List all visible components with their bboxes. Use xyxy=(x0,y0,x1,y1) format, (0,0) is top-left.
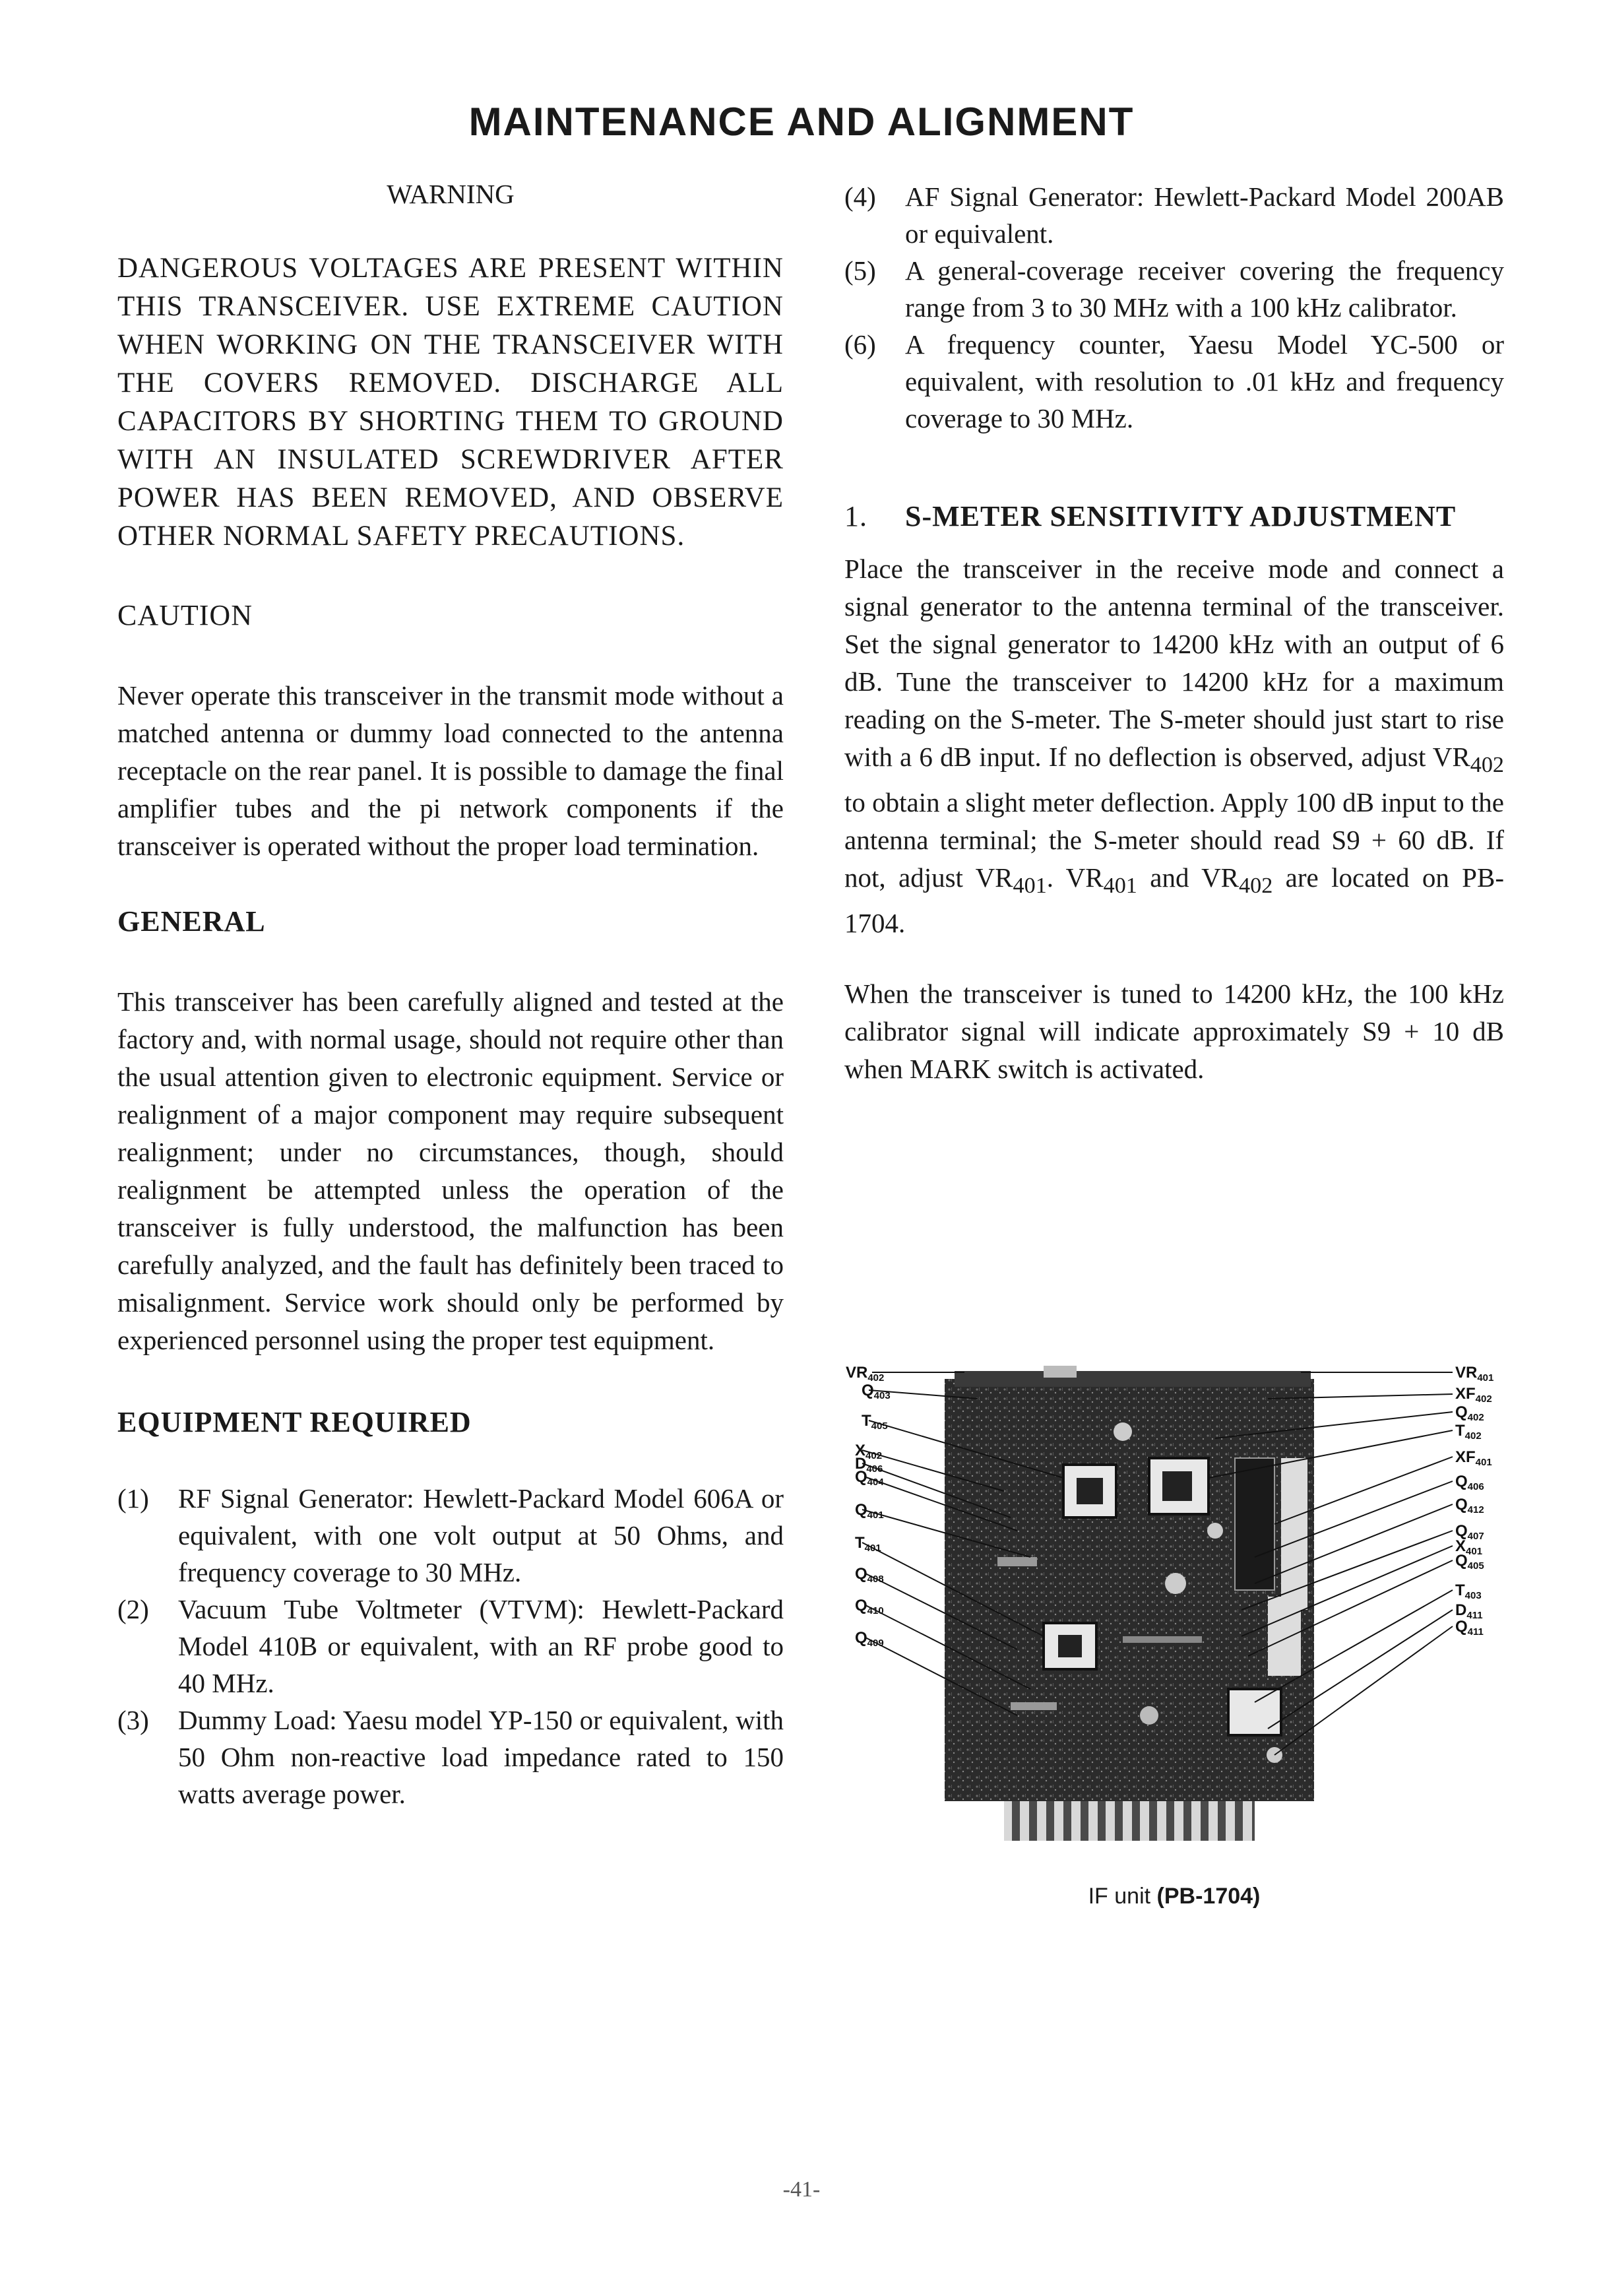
label-t401: $T_{401}$ xyxy=(855,1534,881,1554)
vr401-ref: VR xyxy=(1065,862,1104,893)
label-t403: $T_{403}$ xyxy=(1455,1581,1482,1601)
edge-connector xyxy=(1004,1801,1255,1841)
left-column xyxy=(117,178,784,1812)
item-number: (4) xyxy=(844,181,876,212)
label-q409: $Q_{409}$ xyxy=(855,1629,884,1649)
label-x402: $X_{402}$ xyxy=(855,1442,883,1461)
label-q408: $Q_{408}$ xyxy=(855,1565,884,1585)
smeter-paragraph-1 xyxy=(844,550,1504,942)
smeter-title: S-METER SENSITIVITY ADJUSTMENT xyxy=(905,500,1457,532)
equipment-item xyxy=(844,178,1504,252)
vr402-sub: 402 xyxy=(1239,874,1273,899)
label-d406: $D_{406}$ xyxy=(855,1455,883,1475)
vr402-ref: VR xyxy=(1201,862,1240,893)
pcb-photo-illustration xyxy=(846,1359,1505,1880)
label-q411: $Q_{411}$ xyxy=(1455,1618,1484,1638)
if-unit-photo xyxy=(846,1359,1505,1880)
item-number: (5) xyxy=(844,255,876,286)
page-number: -41- xyxy=(782,2177,821,2202)
label-q412: $Q_{412}$ xyxy=(1455,1496,1484,1515)
vr402-sub: 402 xyxy=(1470,753,1504,778)
label-d411: $D_{411}$ xyxy=(1455,1601,1483,1621)
item-number: (2) xyxy=(117,1594,149,1624)
item-text: A general-coverage receiver covering the frequency range from 3 to 30 MHz with a 100 kHz calibrator. xyxy=(905,255,1504,323)
smeter-paragraph-2: When the transceiver is tuned to 14200 kHz, the 100 kHz calibrator signal will indicate approximately S9 + 10 dB when MARK switch is activated. xyxy=(844,978,1504,1085)
equipment-item xyxy=(117,1591,784,1702)
equipment-item xyxy=(117,1480,784,1591)
label-t405: $T_{405}$ xyxy=(862,1412,888,1432)
equipment-heading: EQUIPMENT REQUIRED xyxy=(117,1406,472,1438)
label-xf402: $XF_{402}$ xyxy=(1455,1385,1492,1405)
item-text: Dummy Load: Yaesu model YP-150 or equivalent, with 50 Ohm non-reactive load impedance rated to 150 watts average power. xyxy=(178,1705,784,1809)
vr401-sub: 401 xyxy=(1013,874,1047,899)
label-q403: $Q_{403}$ xyxy=(862,1382,891,1401)
page-title: MAINTENANCE AND ALIGNMENT xyxy=(468,100,1135,144)
right-column xyxy=(844,178,1504,1088)
item-number: (1) xyxy=(117,1483,149,1514)
label-q405: $Q_{405}$ xyxy=(1455,1552,1484,1572)
right-component-labels xyxy=(1455,1364,1493,1638)
label-x401: $X_{401}$ xyxy=(1455,1537,1483,1557)
label-vr401: $VR_{401}$ xyxy=(1455,1364,1494,1384)
label-xf401: $XF_{401}$ xyxy=(1455,1448,1492,1468)
caption-board-id: (PB-1704) xyxy=(1156,1884,1261,1909)
equipment-list-left xyxy=(117,1480,784,1812)
label-q402: $Q_{402}$ xyxy=(1455,1403,1484,1423)
label-t402: $T_{402}$ xyxy=(1455,1422,1482,1442)
text-run: . xyxy=(1046,862,1066,893)
label-q401: $Q_{401}$ xyxy=(855,1501,884,1521)
item-text: AF Signal Generator: Hewlett-Packard Model 200AB or equivalent. xyxy=(905,181,1504,249)
equipment-item xyxy=(117,1702,784,1812)
equipment-item xyxy=(844,326,1504,437)
caption-prefix: IF unit xyxy=(1088,1884,1157,1909)
vr401-sub: 401 xyxy=(1103,874,1137,899)
vr401-ref: VR xyxy=(975,862,1013,893)
figure-caption xyxy=(844,1884,1504,1909)
warning-text: DANGEROUS VOLTAGES ARE PRESENT WITHIN THIS TRANSCEIVER. USE EXTREME CAUTION WHEN WORKING ON THE TRANSCEIVER WITH THE COVERS REMOVED. DISCHARGE ALL CAPACITORS BY SHORTING THEM TO GROUND WITH AN INSULATED SCREWDRIVER AFTER POWER HAS BEEN REMOVED, AND OBSERVE OTHER NORMAL SAFETY PRECAUTIONS. xyxy=(117,253,784,552)
item-text: Vacuum Tube Voltmeter (VTVM): Hewlett-Packard Model 410B or equivalent, with an RF probe good to 40 MHz. xyxy=(178,1594,784,1698)
equipment-item xyxy=(844,252,1504,326)
label-q404: $Q_{404}$ xyxy=(855,1468,884,1488)
equipment-list-right xyxy=(844,178,1504,437)
left-component-labels xyxy=(846,1364,891,1649)
label-vr402: $VR_{402}$ xyxy=(846,1364,885,1384)
item-number: (6) xyxy=(844,329,876,360)
item-text: RF Signal Generator: Hewlett-Packard Model 606A or equivalent, with one volt output at 50 Ohms, and frequency coverage to 30 MHz. xyxy=(178,1483,784,1587)
smeter-heading xyxy=(844,499,1504,533)
caution-heading: CAUTION xyxy=(117,599,253,631)
general-heading: GENERAL xyxy=(117,905,266,938)
warning-heading: WARNING xyxy=(387,179,515,209)
text-run: are located on PB-1704. xyxy=(844,862,1504,939)
general-text: This transceiver has been carefully aligned and tested at the factory and, with normal usage, should not require other than the usual attention given to electronic equipment. Service or realignment of a major component may require subsequent realignment; under no circumstances, though, should realignment be attempted unless the operation of the transceiver is fully understood, the malfunction has been carefully analyzed, and the fault has definitely been traced to misalignment. Service work should only be performed by experienced personnel using the proper test equipment. xyxy=(117,986,784,1355)
item-number: (3) xyxy=(117,1705,149,1735)
smeter-number: 1. xyxy=(844,500,867,532)
text-run: and xyxy=(1137,862,1202,893)
label-q410: $Q_{410}$ xyxy=(855,1597,884,1616)
label-q407: $Q_{407}$ xyxy=(1455,1522,1484,1542)
caution-text: Never operate this transceiver in the transmit mode without a matched antenna or dummy load connected to the antenna receptacle on the rear panel. It is possible to damage the final amplifier tubes and the pi network components if the transceiver is operated without the proper load termination. xyxy=(117,680,784,861)
label-q406: $Q_{406}$ xyxy=(1455,1473,1484,1492)
text-run: to obtain a slight meter deflection. Apply 100 dB input to the antenna terminal; the S-meter should read S9 + 60 dB. If not, adjust xyxy=(844,787,1504,893)
text-run: Place the transceiver in the receive mode and connect a signal generator to the antenna terminal of the transceiver. Set the signal generator to 14200 kHz with an output of 6 dB. Tune the transceiver to 14200 kHz for a maximum reading on the S-meter. The S-meter should just start to rise with a 6 dB input. If no deflection is observed, adjust xyxy=(844,554,1504,772)
vr402-ref: VR xyxy=(1432,742,1470,772)
item-text: A frequency counter, Yaesu Model YC-500 or equivalent, with resolution to .01 kHz and frequency coverage to 30 MHz. xyxy=(905,329,1504,433)
